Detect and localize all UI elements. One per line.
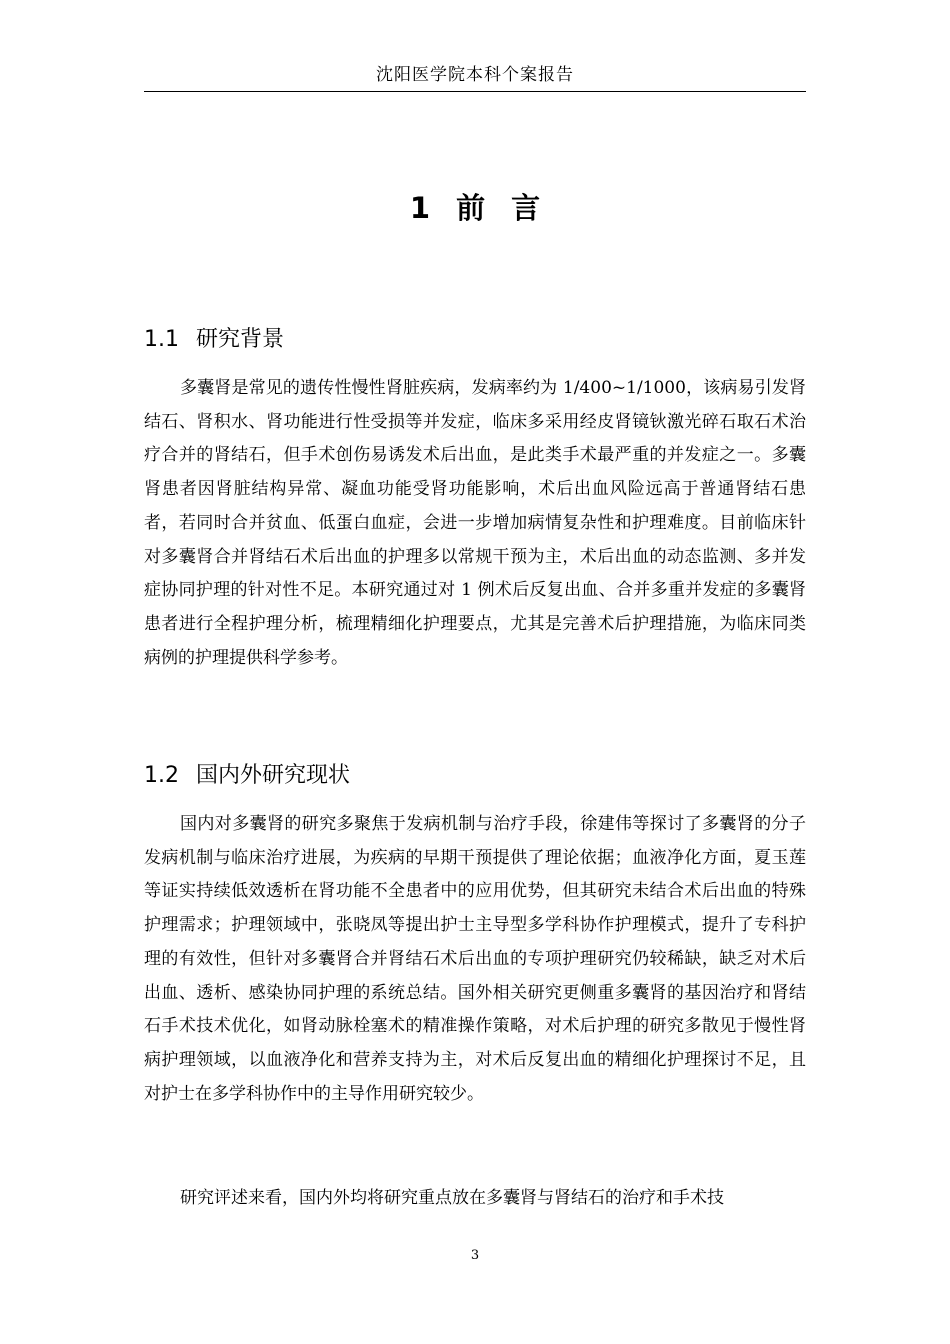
paragraph-research-status: 国内对多囊肾的研究多聚焦于发病机制与治疗手段，徐建伟等探讨了多囊肾的分子发病机制与临床治疗进展，为疾病的早期干预提供了理论依据；血液净化方面，夏玉莲等证实持续低效透析在肾功能不全患者中的应用优势，但其研究未结合术后出血的特殊护理需求；护理领域中，张晓凤等提出护士主导型多学科协作护理模式，提升了专科护理的有效性，但针对多囊肾合并肾结石术后出血的专项护理研究仍较稀缺，缺乏对术后出血、透析、感染协同护理的系统总结。国外相关研究更侧重多囊肾的基因治疗和肾结石手术技术优化，如肾动脉栓塞术的精准操作策略，对术后护理的研究多散见于慢性肾病护理领域，以血液净化和营养支持为主，对术后反复出血的精细化护理探讨不足，且对护士在多学科协作中的主导作用研究较少。 <box>144 814 806 1104</box>
section-number: 1.1 <box>144 327 179 352</box>
page-number: 3 <box>470 1248 480 1263</box>
section-title: 研究背景 <box>196 327 285 352</box>
section-heading-research-status <box>144 758 806 794</box>
section-title: 国内外研究现状 <box>196 763 351 788</box>
section-heading-research-background <box>144 322 806 358</box>
paragraph-research-background: 多囊肾是常见的遗传性慢性肾脏疾病，发病率约为 1/400~1/1000，该病易引发肾结石、肾积水、肾功能进行性受损等并发症，临床多采用经皮肾镜钬激光碎石取石术治疗合并的肾结石，但手术创伤易诱发术后出血，是此类手术最严重的并发症之一。多囊肾患者因肾脏结构异常、凝血功能受肾功能影响，术后出血风险远高于普通肾结石患者，若同时合并贫血、低蛋白血症，会进一步增加病情复杂性和护理难度。目前临床针对多囊肾合并肾结石术后出血的护理多以常规干预为主，术后出血的动态监测、多并发症协同护理的针对性不足。本研究通过对 1 例术后反复出血、合并多重并发症的多囊肾患者进行全程护理分析，梳理精细化护理要点，尤其是完善术后护理措施，为临床同类病例的护理提供科学参考。 <box>144 378 806 668</box>
chapter-title: 1 前 言 <box>409 191 541 225</box>
page-header: 沈阳医学院本科个案报告 <box>376 65 574 85</box>
section-number: 1.2 <box>144 763 179 788</box>
header-divider <box>144 91 806 92</box>
paragraph-research-review: 研究评述来看，国内外均将研究重点放在多囊肾与肾结石的治疗和手术技 <box>180 1188 724 1208</box>
